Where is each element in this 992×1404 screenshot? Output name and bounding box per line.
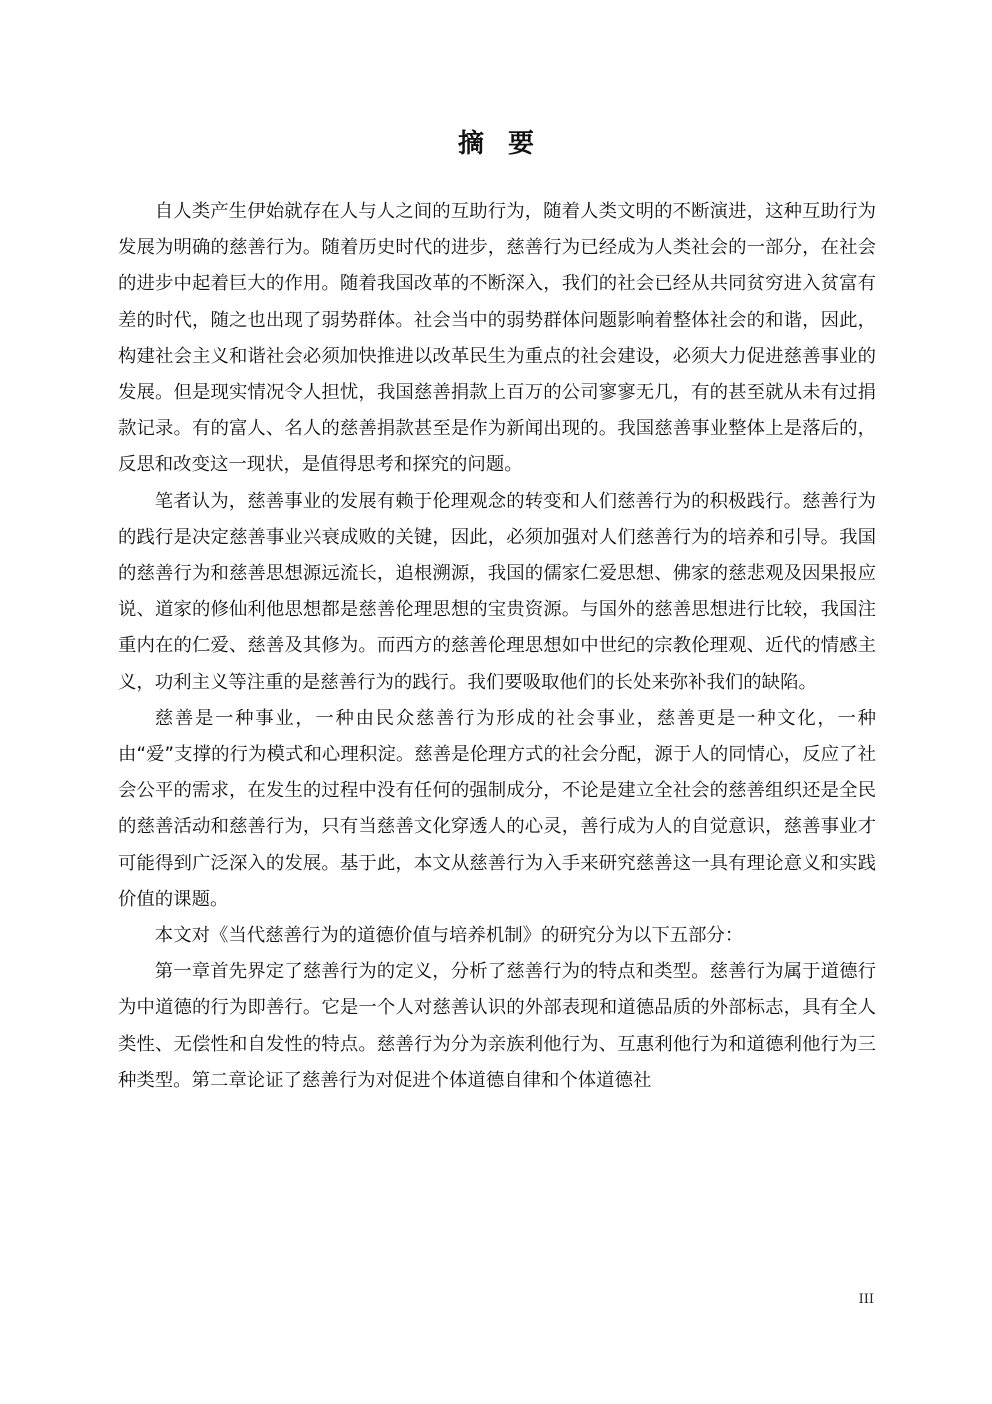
abstract-title: 摘要 (457, 129, 558, 159)
page-number: III (858, 1292, 874, 1307)
abstract-body (118, 194, 876, 1099)
paragraph-1: 自人类产生伊始就存在人与人之间的互助行为，随着人类文明的不断演进，这种互助行为发展为明确的慈善行为。随着历史时代的进步，慈善行为已经成为人类社会的一部分，在社会的进步中起着巨大的作用。随着我国改革的不断深入，我们的社会已经从共同贫穷进入贫富有差的时代，随之也出现了弱势群体。社会当中的弱势群体问题影响着整体社会的和谐，因此，构建社会主义和谐社会必须加快推进以改革民生为重点的社会建设，必须大力促进慈善事业的发展。但是现实情况令人担忧，我国慈善捐款上百万的公司寥寥无几，有的甚至就从未有过捐款记录。有的富人、名人的慈善捐款甚至是作为新闻出现的。我国慈善事业整体上是落后的，反思和改变这一现状，是值得思考和探究的问题。 (118, 201, 876, 476)
paragraph-2: 笔者认为，慈善事业的发展有赖于伦理观念的转变和人们慈善行为的积极践行。慈善行为的践行是决定慈善事业兴衰成败的关键，因此，必须加强对人们慈善行为的培养和引导。我国的慈善行为和慈善思想源远流长，追根溯源，我国的儒家仁爱思想、佛家的慈悲观及因果报应说、道家的修仙利他思想都是慈善伦理思想的宝贵资源。与国外的慈善思想进行比较，我国注重内在的仁爱、慈善及其修为。而西方的慈善伦理思想如中世纪的宗教伦理观、近代的情感主义，功利主义等注重的是慈善行为的践行。我们要吸取他们的长处来弥补我们的缺陷。 (118, 490, 876, 693)
paragraph-5: 第一章首先界定了慈善行为的定义，分析了慈善行为的特点和类型。慈善行为属于道德行为中道德的行为即善行。它是一个人对慈善认识的外部表现和道德品质的外部标志，具有全人类性、无偿性和自发性的特点。慈善行为分为亲族利他行为、互惠利他行为和道德利他行为三种类型。第二章论证了慈善行为对促进个体道德自律和个体道德社 (118, 961, 876, 1091)
paragraph-3: 慈善是一种事业，一种由民众慈善行为形成的社会事业，慈善更是一种文化，一种由“爱”支撑的行为模式和心理积淀。慈善是伦理方式的社会分配，源于人的同情心，反应了社会公平的需求，在发生的过程中没有任何的强制成分，不论是建立全社会的慈善组织还是全民的慈善活动和慈善行为，只有当慈善文化穿透人的心灵，善行成为人的自觉意识，慈善事业才可能得到广泛深入的发展。基于此，本文从慈善行为入手来研究慈善这一具有理论意义和实践价值的课题。 (118, 707, 876, 910)
paragraph-4: 本文对《当代慈善行为的道德价值与培养机制》的研究分为以下五部分： (154, 925, 744, 947)
